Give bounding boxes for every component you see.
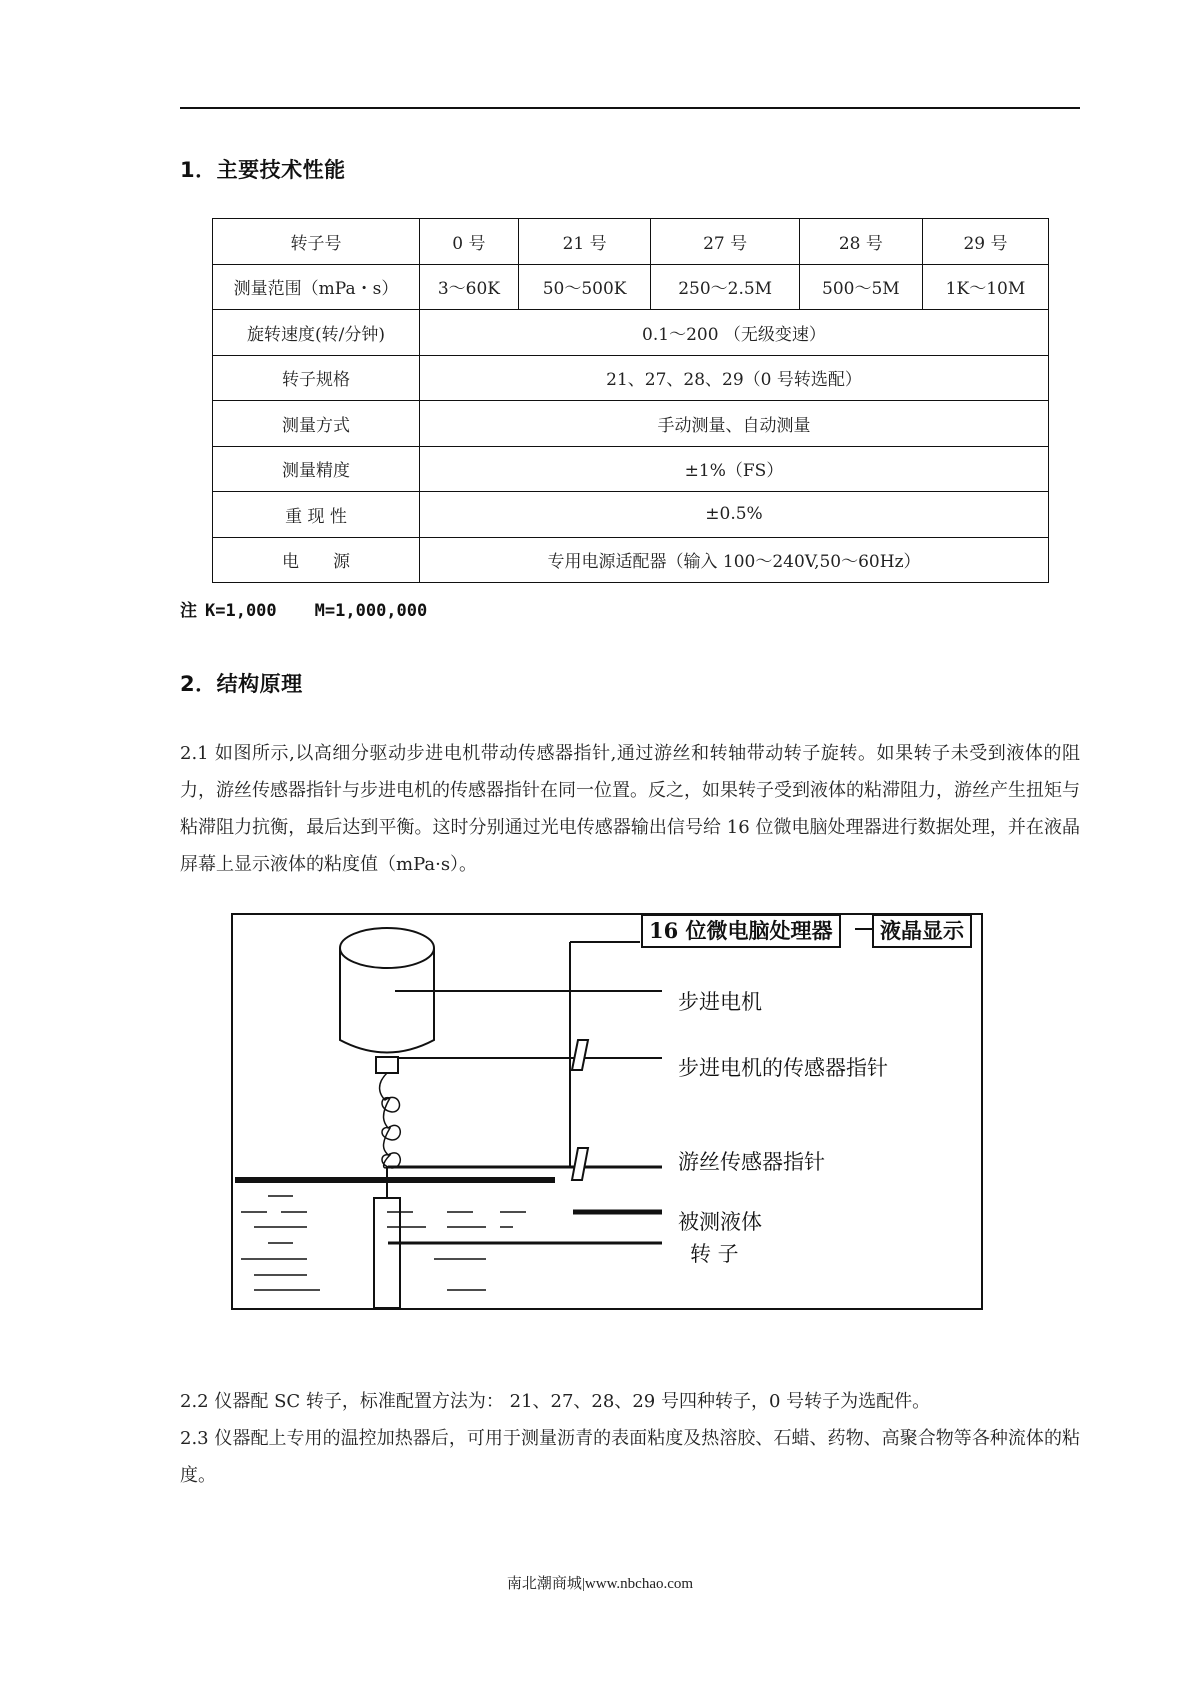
rotor (374, 1198, 400, 1308)
table-cell: 测量方式 (213, 401, 420, 447)
spring-coil (380, 1073, 401, 1168)
footer-site-label: 南北潮商城|www.nbchao.com (506, 1576, 694, 1592)
paragraph-text: 2.2 仪器配 SC 转子，标准配置方法为： 21、27、28、29 号四种转子，0 号转子为选配件。 (180, 1391, 931, 1412)
table-cell: 29 号 (922, 219, 1048, 265)
table-cell: 3～60K (420, 264, 519, 310)
table-cell: 转子号 (213, 219, 420, 265)
table-cell: 500～5M (799, 264, 922, 310)
table-cell: 电 源 (213, 537, 420, 583)
note-prefix: 注 (180, 601, 197, 621)
motor-top (340, 928, 434, 968)
label-motor: 步进电机 (678, 990, 762, 1014)
display-box: 液晶显示 (872, 914, 972, 948)
note-k: K=1,000 (205, 601, 277, 621)
label-rotor: 转 子 (690, 1242, 739, 1266)
label-liquid: 被测液体 (678, 1210, 762, 1234)
motor-cylinder (340, 948, 434, 1053)
table-cell: 重 现 性 (213, 492, 420, 538)
table-cell: 0 号 (420, 219, 519, 265)
table-cell: 手动测量、自动测量 (420, 401, 1049, 447)
paragraph-text: 2.3 仪器配上专用的温控加热器后，可用于测量沥青的表面粘度及热溶胶、石蜡、药物、高聚合物等各种流体的粘度。 (180, 1428, 1080, 1486)
table-cell: 21 号 (518, 219, 651, 265)
table-cell: ±1%（FS） (420, 446, 1049, 492)
motor-sensor-pointer (572, 1040, 588, 1070)
label-motor-pointer: 步进电机的传感器指针 (678, 1056, 888, 1080)
paragraph-2-2 (180, 1383, 1080, 1420)
table-cell: 28 号 (799, 219, 922, 265)
table-cell: 测量精度 (213, 446, 420, 492)
table-cell: 50～500K (518, 264, 651, 310)
diagram-frame (232, 914, 982, 1309)
table-cell: 测量范围（mPa・s） (213, 264, 420, 310)
paragraph-2-3 (180, 1420, 1080, 1494)
note-m: M=1,000,000 (314, 601, 428, 621)
processor-box: 16 位微电脑处理器 (641, 914, 841, 948)
paragraph-text: 2.1 如图所示,以高细分驱动步进电机带动传感器指针,通过游丝和转轴带动转子旋转。如果转子未受到液体的阻力，游丝传感器指针与步进电机的传感器指针在同一位置。反之，如果转子受到液体的粘滞阻力，游丝产生扭矩与粘滞阻力抗衡，最后达到平衡。这时分别通过光电传感器输出信号给 16 位微电脑处理器进行数据处理，并在液晶屏幕上显示液体的粘度值（mPa·s）。 (180, 743, 1080, 875)
table-cell: 旋转速度(转/分钟) (213, 310, 420, 356)
table-cell: 1K～10M (922, 264, 1048, 310)
table-cell: 250～2.5M (651, 264, 799, 310)
label-spring-pointer: 游丝传感器指针 (678, 1150, 825, 1174)
table-cell: ±0.5% (420, 492, 1049, 538)
section-2-title: 2．结构原理 (180, 672, 303, 696)
table-cell: 专用电源适配器（输入 100～240V,50～60Hz） (420, 537, 1049, 583)
table-cell: 27 号 (651, 219, 799, 265)
table-cell: 转子规格 (213, 355, 420, 401)
spring-sensor-pointer (572, 1148, 588, 1180)
motor-shaft (376, 1057, 398, 1073)
section-1-title: 1．主要技术性能 (180, 158, 346, 182)
table-cell: 21、27、28、29（0 号转选配） (420, 355, 1049, 401)
table-cell: 0.1～200 （无级变速） (420, 310, 1049, 356)
